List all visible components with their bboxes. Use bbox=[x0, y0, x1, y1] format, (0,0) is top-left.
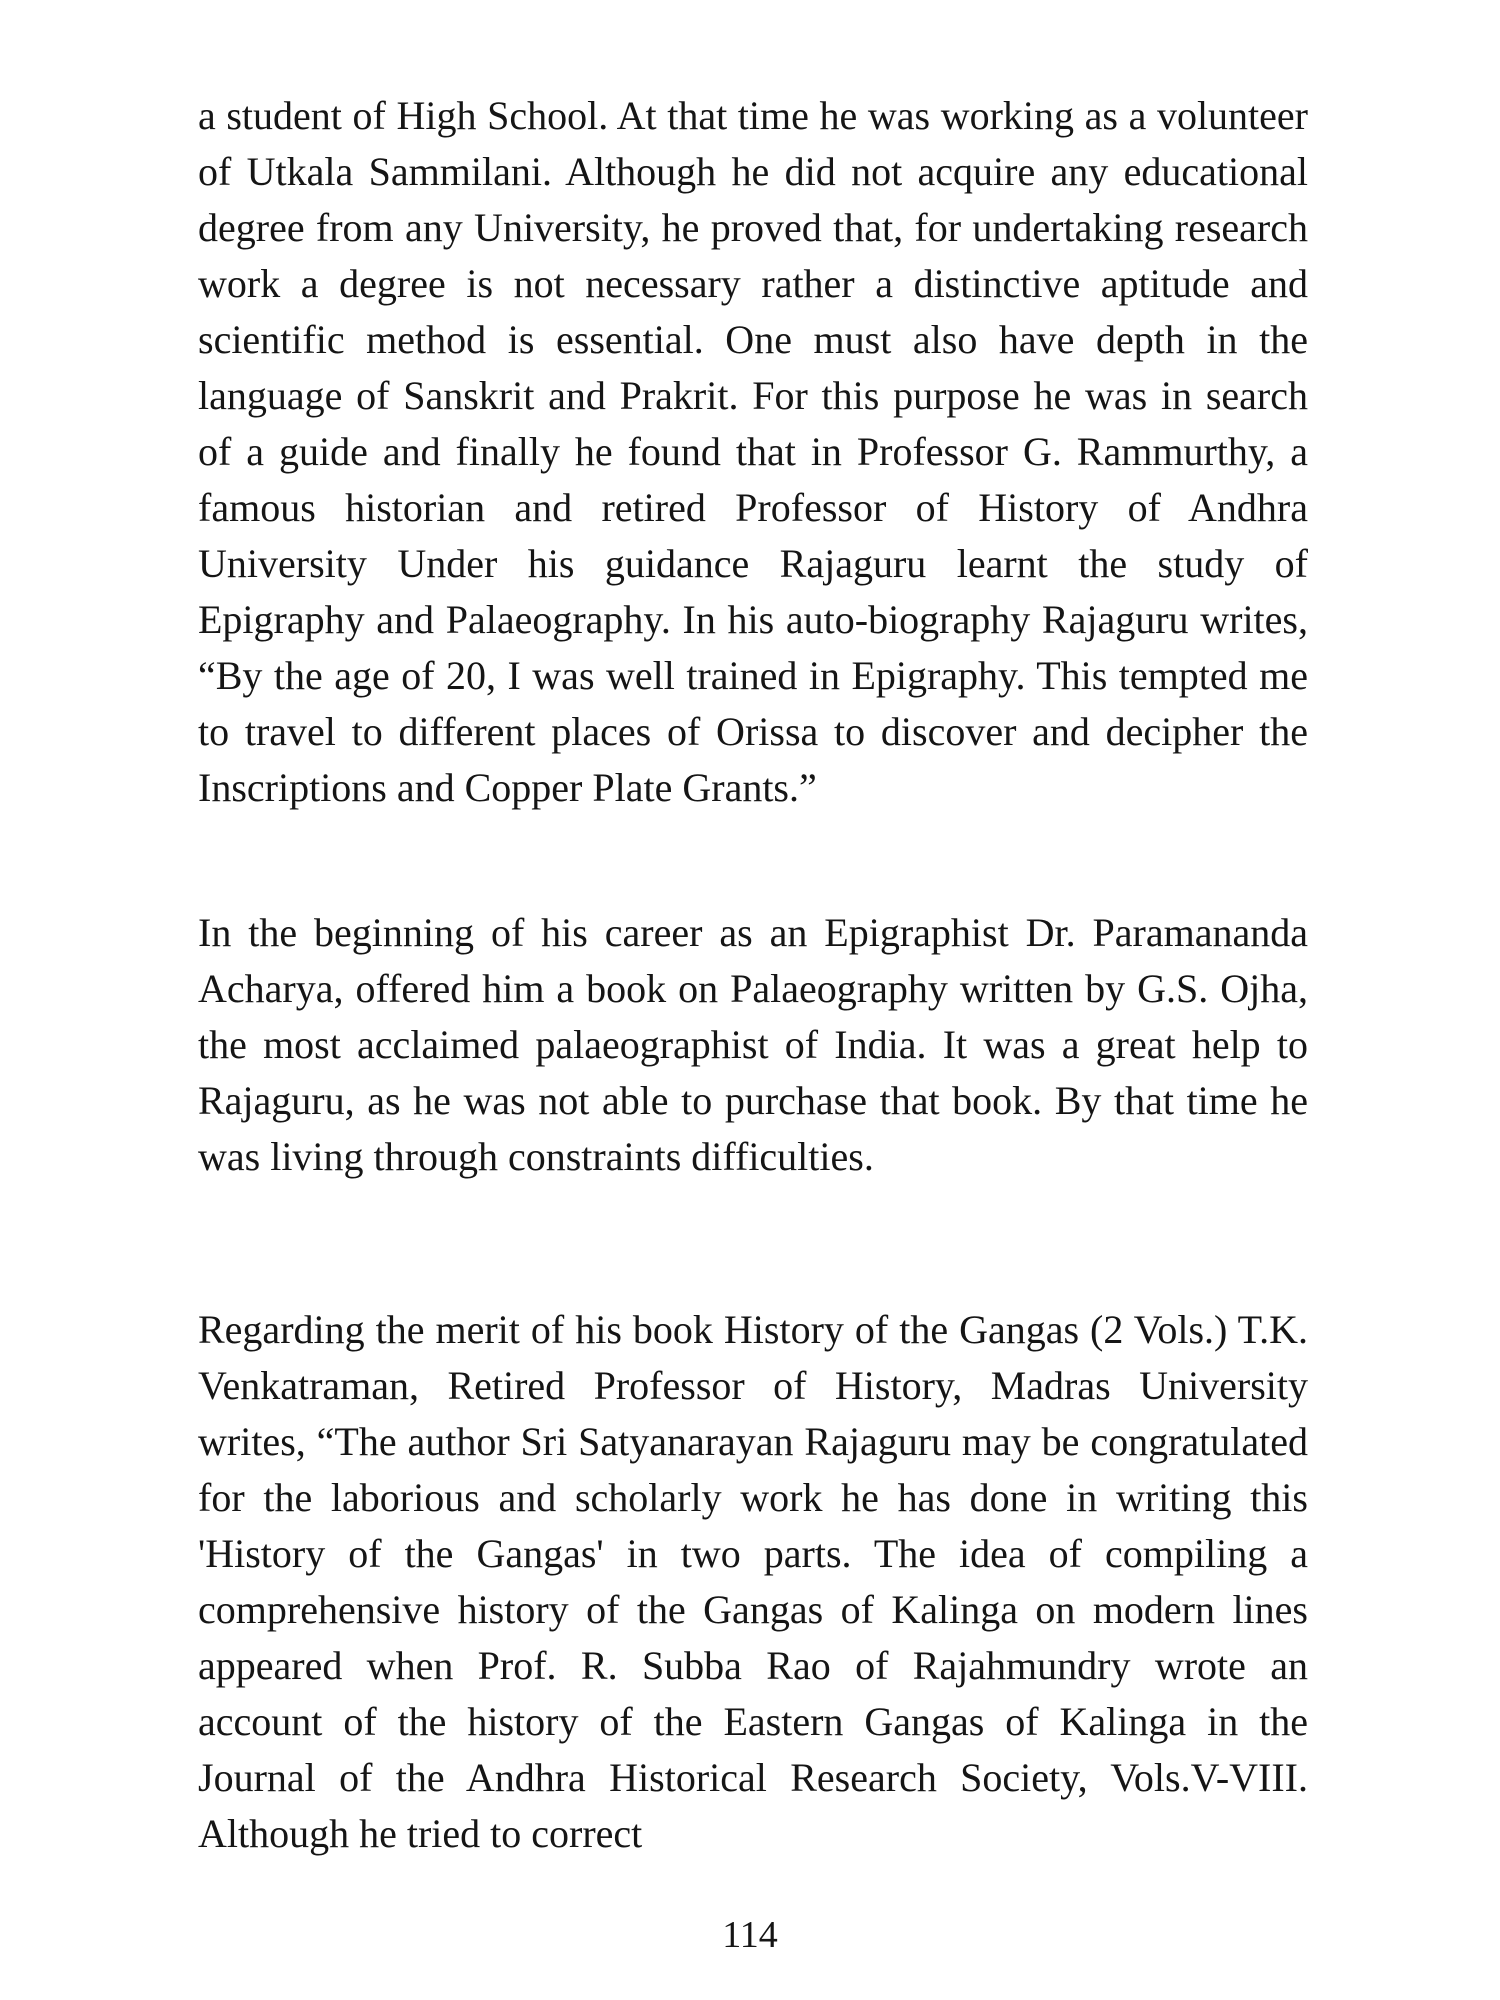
page-number: 114 bbox=[722, 1914, 778, 1956]
paragraph-student-years: a student of High School. At that time he was working as a volunteer of Utkala Sammilani. Although he did not acquire any educational degree from any University, he proved that, for undertaking research work a degree is not necessary rather a distinctive aptitude and scientific method is essential. One must also have depth in the language of Sanskrit and Prakrit. For this purpose he was in search of a guide and finally he found that in Professor G. Rammurthy, a famous historian and retired Professor of History of Andhra University Under his guidance Rajaguru learnt the study of Epigraphy and Palaeography. In his auto-biography Rajaguru writes, “By the age of 20, I was well trained in Epigraphy. This tempted me to travel to different places of Orissa to discover and decipher the Inscriptions and Copper Plate Grants.” bbox=[198, 93, 1308, 810]
paragraph-history-of-gangas: Regarding the merit of his book History of the Gangas (2 Vols.) T.K. Venkatraman, Retired Professor of History, Madras University writes, “The author Sri Satyanarayan Rajaguru may be congratulated for the laborious and scholarly work he has done in writing this 'History of the Gangas' in two parts. The idea of compiling a comprehensive history of the Gangas of Kalinga on modern lines appeared when Prof. R. Subba Rao of Rajahmundry wrote an account of the history of the Eastern Gangas of Kalinga in the Journal of the Andhra Historical Research Society, Vols.V-VIII. Although he tried to correct bbox=[198, 1307, 1308, 1856]
paragraph-epigraphist-career: In the beginning of his career as an Epigraphist Dr. Paramananda Acharya, offered him a book on Palaeography written by G.S. Ojha, the most acclaimed palaeographist of India. It was a great help to Rajaguru, as he was not able to purchase that book. By that time he was living through constraints difficulties. bbox=[198, 910, 1308, 1179]
